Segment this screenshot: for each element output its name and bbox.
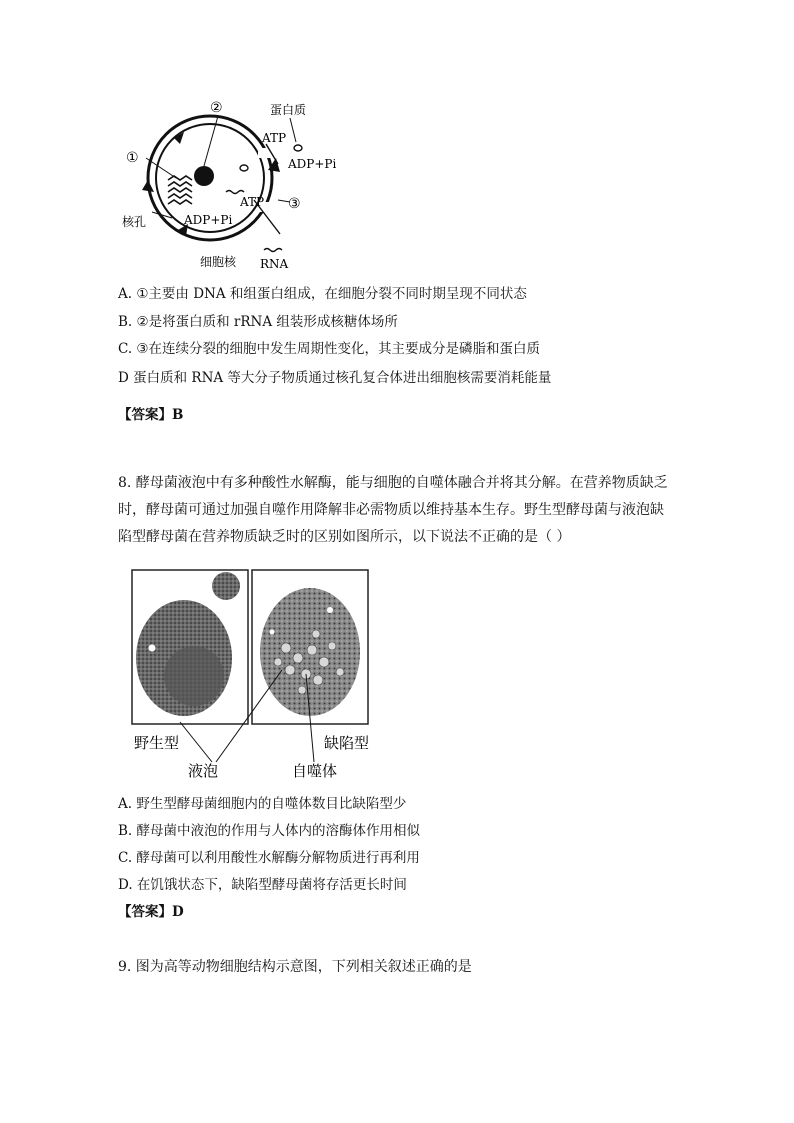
q8-stem-line-2: 时，酵母菌可通过加强自噬作用降解非必需物质以维持基本生存。野生型酵母菌与液泡缺 — [118, 502, 664, 518]
fig1-label-2: ② — [210, 100, 223, 116]
q8-option-a: A. 野生型酵母菌细胞内的自噬体数目比缺陷型少 — [118, 796, 407, 812]
fig1-label-1: ① — [126, 150, 139, 166]
fig1-label-3: ③ — [288, 196, 301, 212]
fig1-adp-bottom: ADP+Pi — [184, 213, 233, 227]
fig2-defect-label: 缺陷型 — [324, 734, 370, 752]
q8-stem-line-3: 陷型酵母菌在营养物质缺乏时的区别如图所示，以下说法不正确的是（ ） — [118, 529, 571, 545]
q7-option-c: C. ③在连续分裂的细胞中发生周期性变化，其主要成分是磷脂和蛋白质 — [118, 341, 541, 357]
q9-stem: 9. 图为高等动物细胞结构示意图，下列相关叙述正确的是 — [118, 959, 472, 975]
fig1-protein: 蛋白质 — [270, 103, 307, 117]
fig1-pore: 核孔 — [122, 215, 147, 229]
q8-stem-line-1: 8. 酵母菌液泡中有多种酸性水解酶，能与细胞的自噬体融合并将其分解。在营养物质缺乏 — [118, 475, 668, 491]
fig1-nucleus: 细胞核 — [200, 255, 237, 269]
fig1-rna: RNA — [260, 257, 289, 271]
q7-option-a: A. ①主要由 DNA 和组蛋白组成，在细胞分裂不同时期呈现不同状态 — [118, 286, 527, 302]
yeast-micrograph-figure — [118, 562, 378, 784]
q7-option-d: D 蛋白质和 RNA 等大分子物质通过核孔复合体进出细胞核需要消耗能量 — [118, 370, 552, 386]
fig2-autophagosome-label: 自噬体 — [292, 762, 338, 780]
fig1-atp-top: ATP — [262, 131, 287, 145]
fig2-vacuole-label: 液泡 — [188, 762, 219, 780]
fig1-atp-bottom: ATP — [240, 195, 265, 209]
nucleolus — [194, 166, 214, 186]
nucleus-diagram — [118, 96, 348, 276]
wild-type-vacuole — [164, 646, 224, 706]
fig1-adp-top: ADP+Pi — [288, 157, 337, 171]
fig2-wild-label: 野生型 — [134, 734, 180, 752]
q8-option-c: C. 酵母菌可以利用酸性水解酶分解物质进行再利用 — [118, 850, 420, 866]
q8-option-b: B. 酵母菌中液泡的作用与人体内的溶酶体作用相似 — [118, 823, 421, 839]
q8-option-d: D. 在饥饿状态下，缺陷型酵母菌将存活更长时间 — [118, 877, 407, 893]
q7-answer: 【答案】B — [118, 407, 184, 423]
q8-answer: 【答案】D — [118, 904, 184, 920]
q7-option-b: B. ②是将蛋白质和 rRNA 组装形成核糖体场所 — [118, 314, 398, 330]
